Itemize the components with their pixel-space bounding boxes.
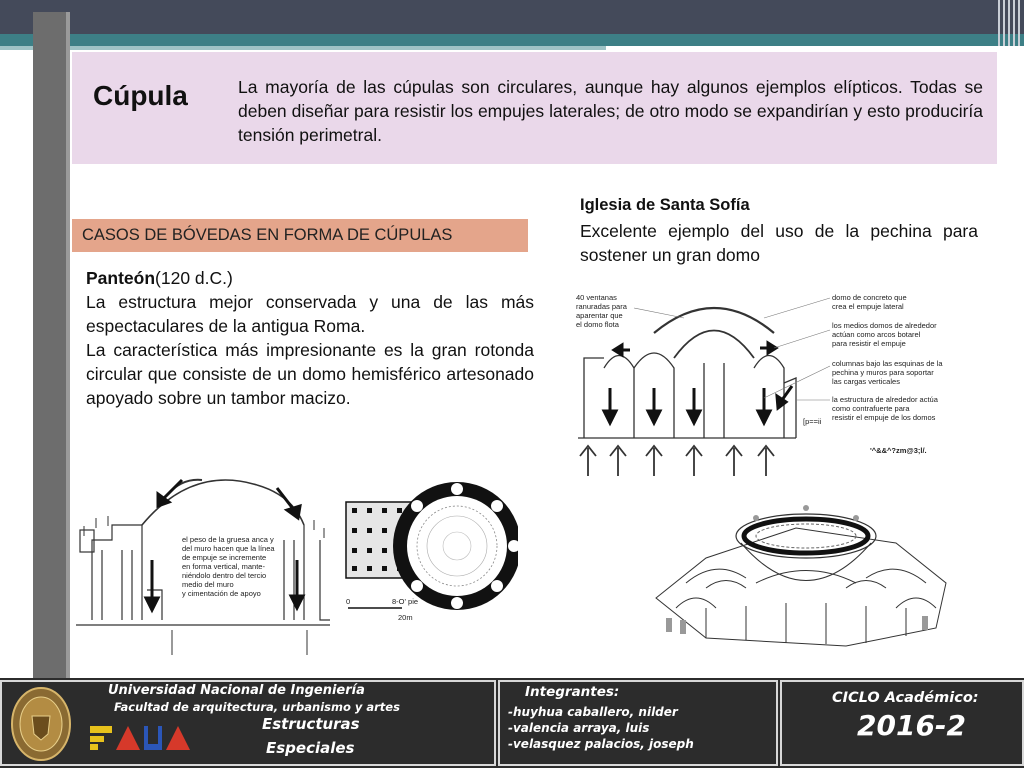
- svg-text:niéndolo dentro del tercio: niéndolo dentro del tercio: [182, 571, 267, 580]
- footer-faculty: Facultad de arquitectura, urbanismo y artes: [114, 700, 400, 714]
- svg-text:el domo flota: el domo flota: [576, 320, 619, 329]
- svg-text:columnas bajo las esquinas de: columnas bajo las esquinas de la: [832, 359, 943, 368]
- panteon-heading: Panteón: [86, 268, 156, 288]
- panteon-text: [86, 266, 534, 410]
- footer-cycle-value: 2016-2: [857, 709, 967, 742]
- sofia-axonometric-drawing: [646, 488, 954, 648]
- scale-feet: 8-O' pie: [392, 597, 419, 606]
- panteon-date: (120 d.C.): [155, 268, 233, 288]
- svg-text:la estructura de alrededor act: la estructura de alrededor actúa: [832, 395, 938, 404]
- svg-text:el peso de la gruesa anca y: el peso de la gruesa anca y: [182, 535, 274, 544]
- svg-text:como contrafuerte para: como contrafuerte para: [832, 404, 910, 413]
- top-accent-bar: [0, 34, 1024, 46]
- svg-text:ranuradas para: ranuradas para: [576, 302, 627, 311]
- sofia-small-label: [p==ii: [803, 417, 822, 426]
- sofia-annotations-right: [832, 293, 943, 422]
- svg-text:actúan como arcos botarel: actúan como arcos botarel: [832, 330, 921, 339]
- panteon-paragraph-2: La característica más impresionante es la gran rotonda circular que consiste de un domo hemisférico artesonado apoyado sobre un tambor macizo.: [86, 340, 534, 408]
- svg-text:40 ventanas: 40 ventanas: [576, 293, 617, 302]
- svg-text:los medios domos de alrededor: los medios domos de alrededor: [832, 321, 937, 330]
- svg-text:domo de concreto que: domo de concreto que: [832, 293, 907, 302]
- panteon-paragraph-1: La estructura mejor conservada y una de las más espectaculares de la antigua Roma.: [86, 292, 534, 336]
- svg-text:en forma vertical, mante-: en forma vertical, mante-: [182, 562, 265, 571]
- section-label: CASOS DE BÓVEDAS EN FORMA DE CÚPULAS: [72, 219, 528, 252]
- footer-member-3: -velasquez palacios, joseph: [508, 737, 694, 751]
- sofia-title: Iglesia de Santa Sofía: [580, 196, 750, 214]
- sofia-text: Excelente ejemplo del uso de la pechina para sostener un gran domo: [580, 221, 978, 265]
- footer-course-line1: Estructuras: [262, 715, 360, 733]
- svg-text:pechina y muros para soportar: pechina y muros para soportar: [832, 368, 934, 377]
- panteon-plan-drawing: [342, 480, 518, 635]
- panteon-annotation: [182, 535, 275, 598]
- university-seal-icon: [10, 686, 72, 762]
- left-stripe-edge: [66, 12, 70, 678]
- panteon-section-drawing: [72, 470, 334, 660]
- footer-members-title: Integrantes:: [525, 684, 620, 700]
- footer-cycle-label: CICLO Académico:: [832, 690, 979, 706]
- svg-text:del muro hacen que la línea: del muro hacen que la línea: [182, 544, 275, 553]
- sofia-annotations-left: [576, 293, 628, 329]
- footer-university: Universidad Nacional de Ingeniería: [108, 683, 365, 698]
- left-stripe: [33, 12, 68, 678]
- sofia-section-drawing: [574, 288, 954, 478]
- svg-text:crea el empuje lateral: crea el empuje lateral: [832, 302, 904, 311]
- footer-member-1: -huyhua caballero, nilder: [508, 705, 678, 719]
- svg-text:para resistir el empuje: para resistir el empuje: [832, 339, 906, 348]
- svg-text:las cargas verticales: las cargas verticales: [832, 377, 900, 386]
- svg-text:resistir el empuje de los domo: resistir el empuje de los domos: [832, 413, 936, 422]
- scale-meters: 20m: [398, 613, 413, 622]
- svg-text:de empuje se incremente: de empuje se incremente: [182, 553, 267, 562]
- svg-text:aparentar que: aparentar que: [576, 311, 623, 320]
- edge-decoration: [990, 0, 1024, 46]
- top-thin-bar: [0, 46, 606, 50]
- svg-text:y cimentación de apoyo: y cimentación de apoyo: [182, 589, 261, 598]
- scale-zero: 0: [346, 597, 351, 606]
- footer-course-line2: Especiales: [266, 739, 355, 757]
- intro-text: La mayoría de las cúpulas son circulares, aunque hay algunos ejemplos elípticos. Todas se deben diseñar para resistir los empujes laterales; de otro modo se expandirían y esto produciría tensión perimetral.: [238, 77, 983, 145]
- svg-text:medio del muro: medio del muro: [182, 580, 234, 589]
- top-bar: [0, 0, 1024, 34]
- slide-title: Cúpula: [93, 80, 188, 111]
- footer-member-2: -valencia arraya, luis: [508, 721, 650, 735]
- faua-logo-icon: [90, 724, 190, 752]
- sofia-caption: '^&&^?zm@3;l/.: [870, 446, 927, 455]
